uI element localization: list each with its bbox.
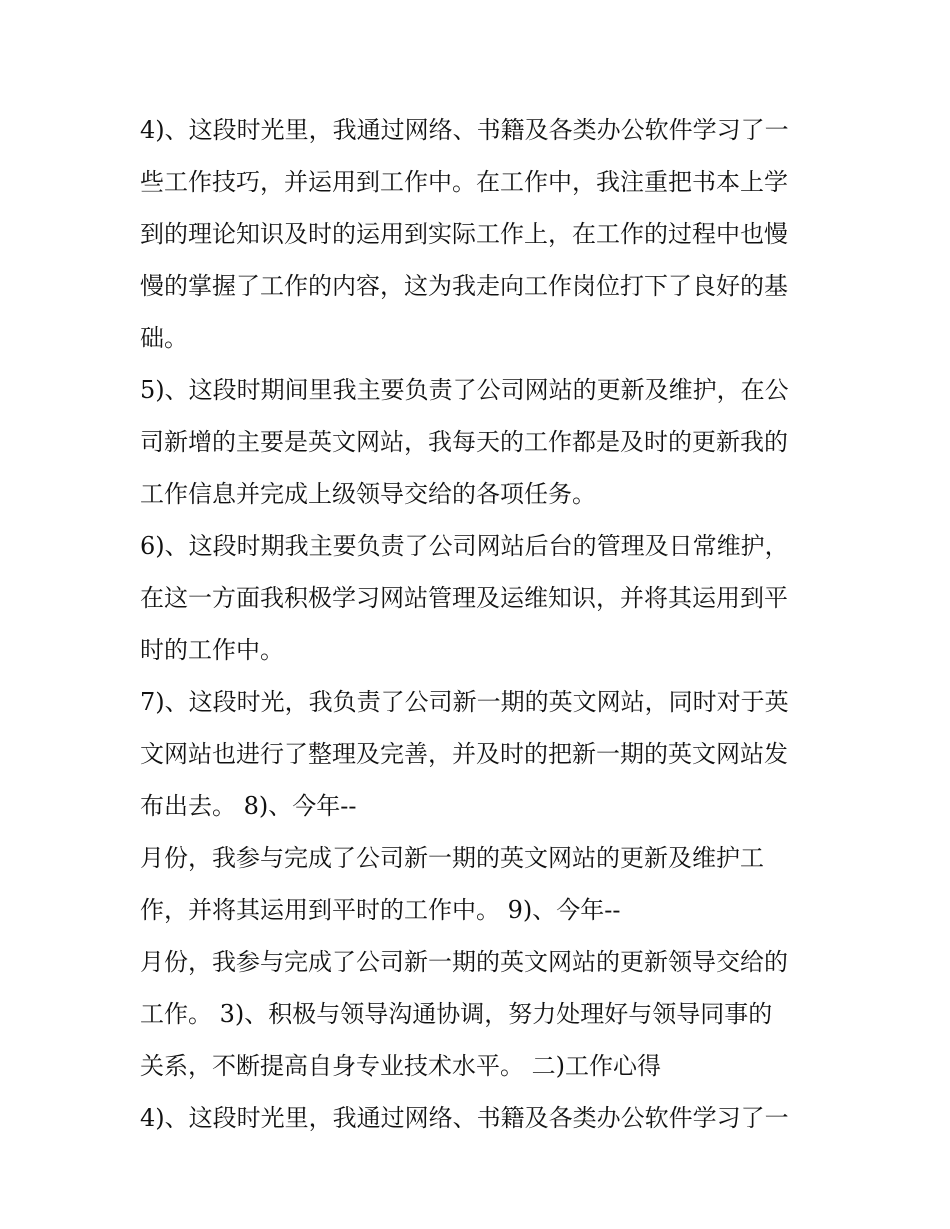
- text-line: 到的理论知识及时的运用到实际工作上，在工作的过程中也慢: [140, 220, 788, 248]
- text-line: 月份，我参与完成了公司新一期的英文网站的更新领导交给的: [140, 948, 788, 976]
- text-line: 布出去。 8)、今年--: [140, 792, 357, 820]
- text-line: 6)、这段时期我主要负责了公司网站后台的管理及日常维护，: [140, 532, 789, 560]
- text-line: 5)、这段时期间里我主要负责了公司网站的更新及维护，在公: [140, 376, 789, 404]
- text-line: 关系，不断提高自身专业技术水平。 二)工作心得: [140, 1052, 661, 1080]
- text-line: 4)、这段时光里，我通过网络、书籍及各类办公软件学习了一: [140, 116, 789, 144]
- text-line: 工作信息并完成上级领导交给的各项任务。: [140, 480, 596, 508]
- text-line: 司新增的主要是英文网站，我每天的工作都是及时的更新我的: [140, 428, 788, 456]
- text-line: 工作。 3)、积极与领导沟通协调，努力处理好与领导同事的: [140, 1000, 773, 1028]
- text-line: 作，并将其运用到平时的工作中。 9)、今年--: [140, 896, 621, 924]
- text-line: 7)、这段时光，我负责了公司新一期的英文网站，同时对于英: [140, 688, 789, 716]
- text-line: 4)、这段时光里，我通过网络、书籍及各类办公软件学习了一: [140, 1104, 789, 1132]
- text-line: 些工作技巧，并运用到工作中。在工作中，我注重把书本上学: [140, 168, 788, 196]
- text-line: 础。: [140, 324, 188, 352]
- text-line: 月份，我参与完成了公司新一期的英文网站的更新及维护工: [140, 844, 764, 872]
- text-line: 文网站也进行了整理及完善，并及时的把新一期的英文网站发: [140, 740, 788, 768]
- text-line: 慢的掌握了工作的内容，这为我走向工作岗位打下了良好的基: [140, 272, 788, 300]
- document-body: [140, 104, 820, 1144]
- text-line: 在这一方面我积极学习网站管理及运维知识，并将其运用到平: [140, 584, 788, 612]
- text-line: 时的工作中。: [140, 636, 284, 664]
